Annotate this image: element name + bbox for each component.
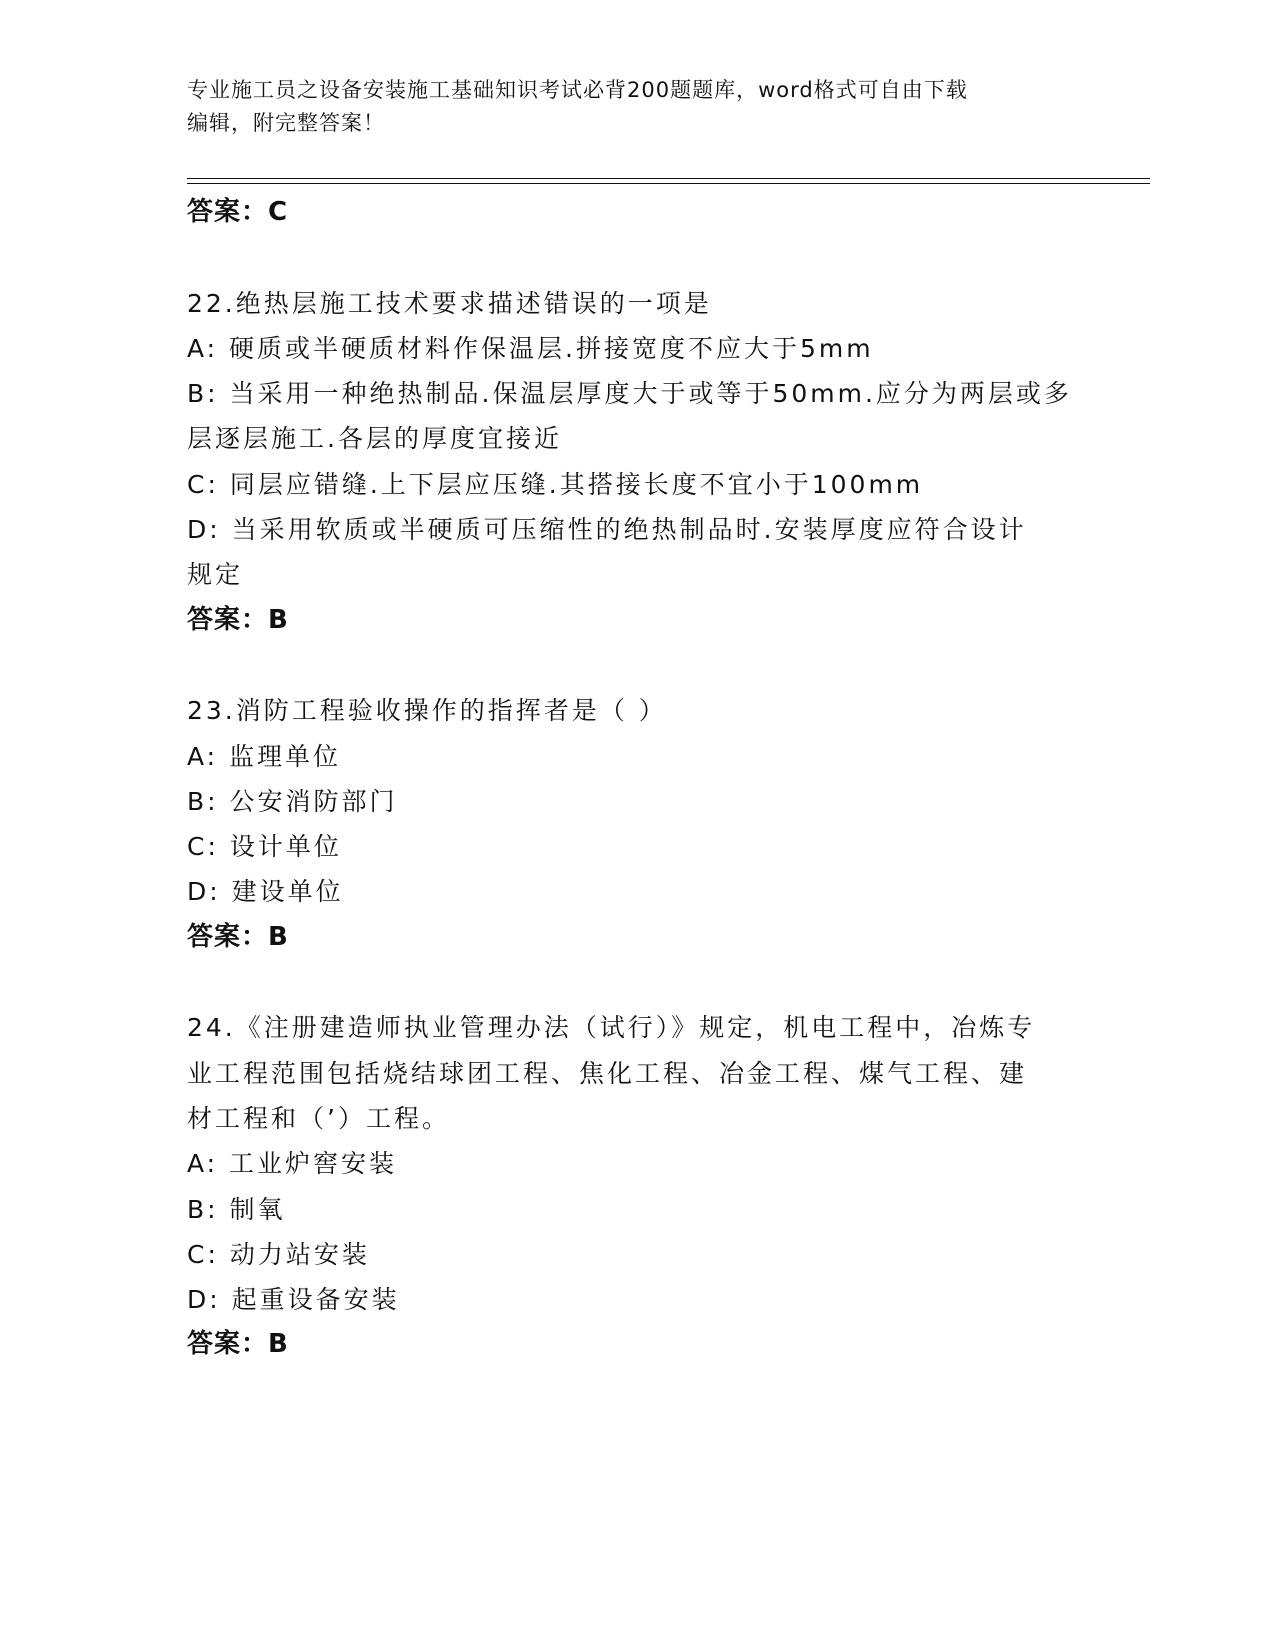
question-stem: 24.《注册建造师执业管理办法（试行）》规定，机电工程中，冶炼专 [187, 1013, 1036, 1043]
question-stem: 22.绝热层施工技术要求描述错误的一项是 [187, 288, 712, 318]
header-rule-top [187, 178, 1150, 179]
option-text: A: 工业炉窖安装 [187, 1149, 398, 1179]
option-text-continued: 规定 [187, 560, 244, 590]
spacer [187, 235, 1087, 280]
option-b [187, 371, 1087, 462]
option-text: C: 动力站安装 [187, 1239, 370, 1269]
question-stem-continued: 材工程和（’）工程。 [187, 1103, 450, 1133]
answer-line: 答案：B [187, 604, 289, 635]
option-text: A: 硬质或半硬质材料作保温层.拼接宽度不应大于5mm [187, 333, 874, 363]
option-c [187, 462, 1087, 507]
option-a [187, 1141, 1087, 1186]
option-text: C: 同层应错缝.上下层应压缝.其搭接长度不宜小于100mm [187, 469, 924, 499]
option-c [187, 1232, 1087, 1277]
document-body [187, 190, 1087, 1368]
option-text: D: 当采用软质或半硬质可压缩性的绝热制品时.安装厚度应符合设计 [187, 515, 1027, 545]
answer-line: 答案：B [187, 921, 289, 952]
option-d [187, 869, 1087, 914]
header-title-line-2: 编辑，附完整答案！ [187, 111, 385, 135]
question-24 [187, 1005, 1087, 1367]
option-text: D: 起重设备安装 [187, 1285, 400, 1315]
question-stem: 23.消防工程验收操作的指挥者是（ ） [187, 696, 667, 726]
question-23 [187, 688, 1087, 960]
answer-line: 答案：B [187, 1329, 289, 1360]
option-text: B: 公安消防部门 [187, 786, 398, 816]
option-text: B: 当采用一种绝热制品.保温层厚度大于或等于50mm.应分为两层或多 [187, 379, 1072, 409]
option-text: D: 建设单位 [187, 877, 344, 907]
option-a [187, 326, 1087, 371]
option-d [187, 507, 1087, 598]
option-text: B: 制氧 [187, 1194, 286, 1224]
header-rule-bottom [187, 183, 1150, 184]
question-stem-continued: 业工程范围包括烧结球团工程、焦化工程、冶金工程、煤气工程、建 [187, 1058, 1028, 1088]
spacer [187, 643, 1087, 688]
option-b [187, 779, 1087, 824]
option-text: C: 设计单位 [187, 832, 342, 862]
option-text-continued: 层逐层施工.各层的厚度宜接近 [187, 424, 562, 454]
option-c [187, 824, 1087, 869]
option-d [187, 1277, 1087, 1322]
question-22 [187, 281, 1087, 643]
document-header [187, 74, 1087, 140]
option-b [187, 1187, 1087, 1232]
answer-line: 答案：C [187, 197, 289, 227]
header-title-line-1: 专业施工员之设备安装施工基础知识考试必背200题题库，word格式可自由下载 [187, 78, 968, 102]
option-a [187, 734, 1087, 779]
option-text: A: 监理单位 [187, 741, 342, 771]
spacer [187, 960, 1087, 1005]
